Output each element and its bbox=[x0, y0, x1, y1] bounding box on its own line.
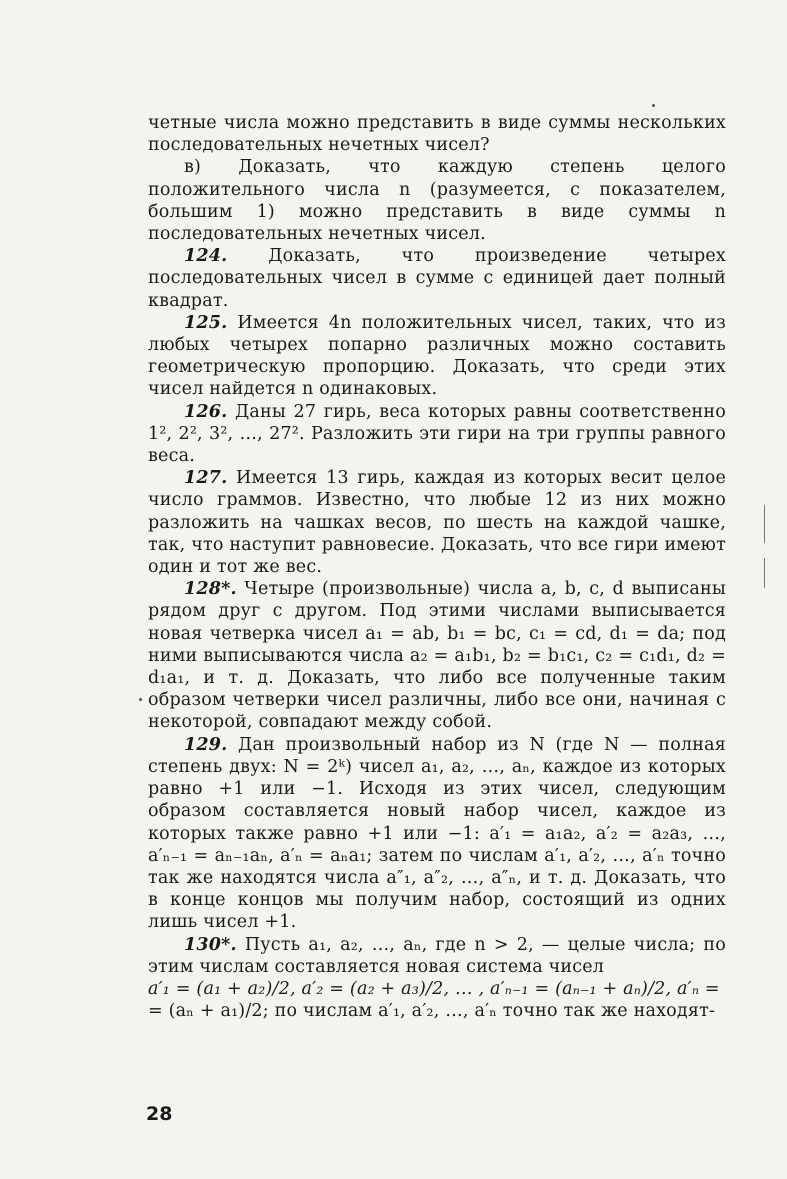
problem-number: 125. bbox=[184, 312, 228, 333]
problem-text: Пусть a₁, a₂, …, aₙ, где n > 2, — целые числа; по этим числам составляется новая система чисел bbox=[148, 934, 726, 977]
last-line: = (aₙ + a₁)/2; по числам a′₁, a′₂, …, a′ₙ точно так же находят- bbox=[148, 1001, 716, 1022]
problem-text: Доказать, что произведение четырех последовательных чисел в сумме с единицей дает полный квадрат. bbox=[148, 246, 727, 311]
problem-124 bbox=[148, 245, 726, 312]
problem-number: 126. bbox=[184, 401, 228, 422]
problem-125 bbox=[148, 312, 726, 401]
problem-text: Имеется 4n положительных чисел, таких, что из любых четырех попарно различных можно составить геометрическую пропорцию. Доказать, что среди этих чисел найдется n одинаковых. bbox=[148, 312, 726, 400]
paragraph-text: четные числа можно представить в виде суммы нескольких последовательных нечетных чисел? bbox=[148, 113, 726, 156]
problem-127 bbox=[148, 467, 726, 578]
margin-dot-mark bbox=[652, 104, 655, 107]
margin-line-mark bbox=[764, 558, 765, 588]
problem-128 bbox=[148, 578, 726, 733]
paragraph-text: в) Доказать, что каждую степень целого положительного числа n (разумеется, с показателем, большим 1) можно представить в виде суммы n последовательных нечетных чисел. bbox=[148, 157, 726, 245]
page-number: 28 bbox=[146, 1103, 173, 1125]
paragraph-continuation bbox=[148, 112, 726, 156]
problem-text: Имеется 13 гирь, каждая из которых весит целое число граммов. Известно, что любые 12 из них можно разложить на чашках весов, по шесть на каждой чашке, так, что наступит равновесие. Доказать, что все гири имеют один и тот же вес. bbox=[148, 468, 727, 578]
problem-126 bbox=[148, 401, 726, 468]
problem-number: 130*. bbox=[184, 934, 237, 955]
formula-line: a′₁ = (a₁ + a₂)/2, a′₂ = (a₂ + a₃)/2, … , a′ₙ₋₁ = (aₙ₋₁ + aₙ)/2, a′ₙ = bbox=[148, 978, 720, 999]
page-body bbox=[148, 112, 726, 1022]
problem-number: 127. bbox=[184, 468, 228, 489]
problem-text: Четыре (произвольные) числа a, b, c, d выписаны рядом друг с другом. Под этими числами выписывается новая четверка чисел a₁ = ab, b₁ = bc, c₁ = cd, d₁ = da; под ними выписываются числа a₂ = a₁b₁, b₂ = b₁c₁, c₂ = c₁d₁, d₂ = d₁a₁, и т. д. Доказать, что либо все полученные таким образом четверки чисел различны, либо все они, начиная с некоторой, совпадают между собой. bbox=[148, 579, 727, 733]
margin-line-mark bbox=[764, 505, 765, 543]
problem-129 bbox=[148, 734, 726, 934]
problem-130 bbox=[148, 934, 726, 978]
paragraph-v bbox=[148, 156, 726, 245]
problem-number: 128*. bbox=[184, 579, 237, 600]
problem-text: Дан произвольный набор из N (где N — полная степень двух: N = 2ᵏ) чисел a₁, a₂, …, aₙ, каждое из которых равно +1 или −1. Исходя из этих чисел, следующим образом составляется новый набор чисел, каждое из которых также равно +1 или −1: a′₁ = a₁a₂, a′₂ = a₂a₃, …, a′ₙ₋₁ = aₙ₋₁aₙ, a′ₙ = aₙa₁; затем по числам a′₁, a′₂, …, a′ₙ точно так же находятся числа a″₁, a″₂, …, a″ₙ, и т. д. Доказать, что в конце концов мы получим набор, состоящий из одних лишь чисел +1. bbox=[148, 734, 726, 933]
problem-number: 129. bbox=[184, 734, 228, 755]
margin-dot-mark bbox=[139, 698, 142, 701]
problem-text: Даны 27 гирь, веса которых равны соответственно 1², 2², 3², …, 27². Разложить эти гири на три группы равного веса. bbox=[148, 401, 726, 467]
problem-number: 124. bbox=[184, 246, 228, 267]
